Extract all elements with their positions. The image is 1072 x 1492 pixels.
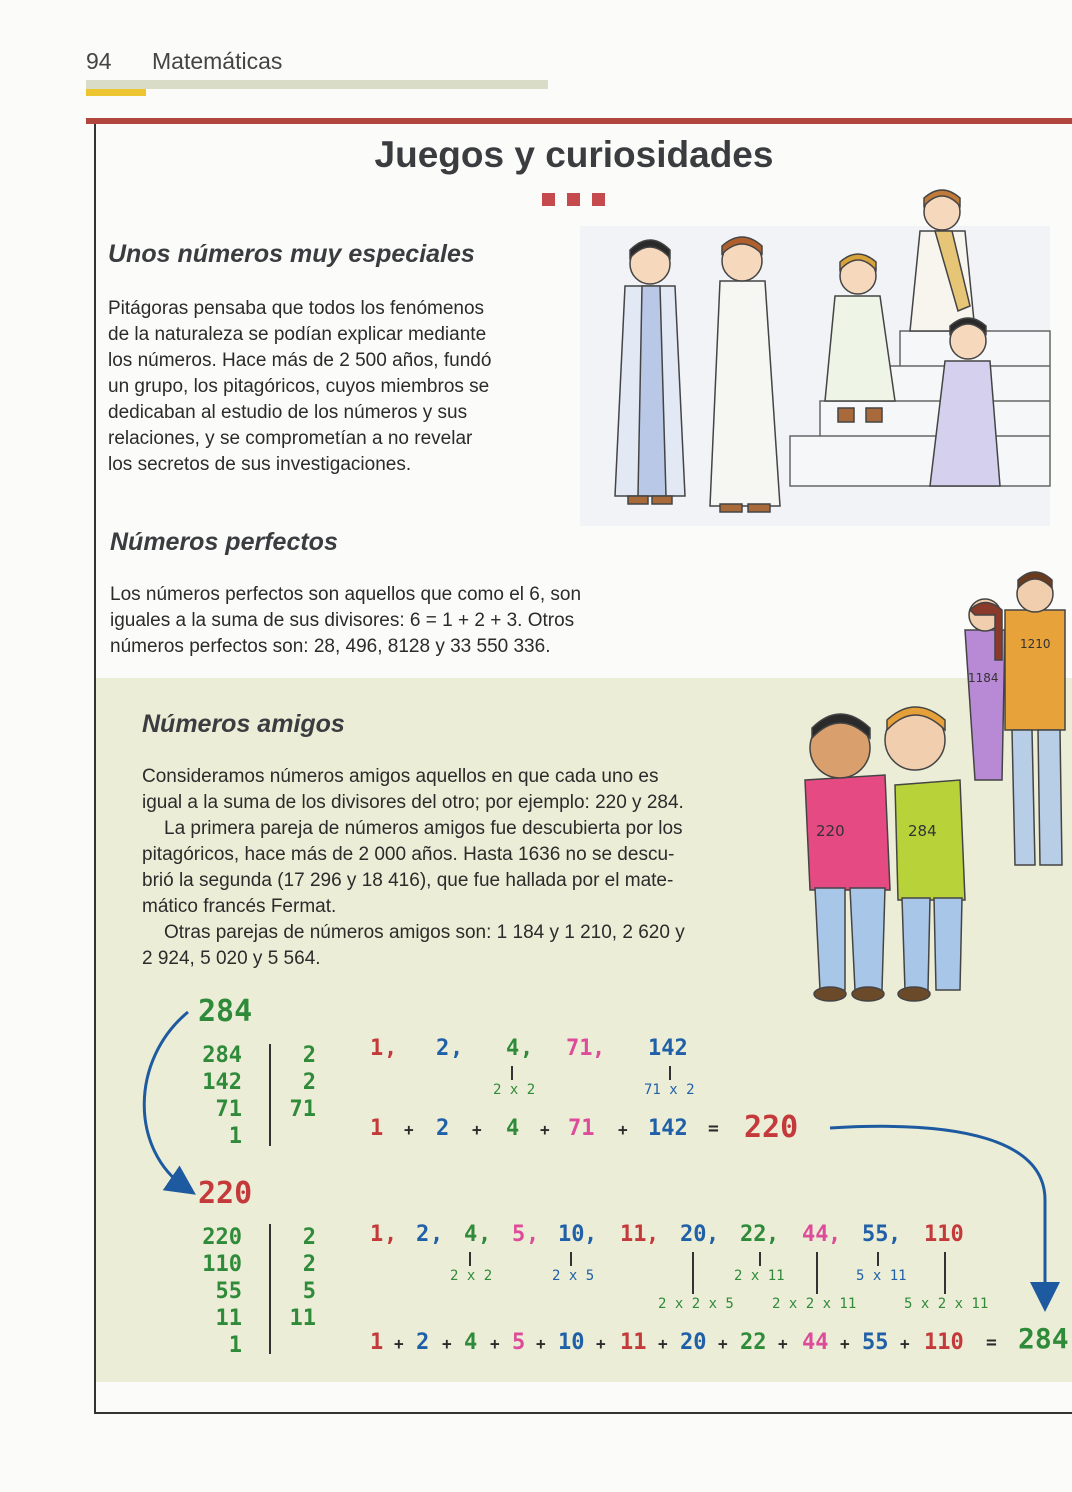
division-left-col-b	[200, 1224, 242, 1359]
shirt-label-1184: 1184	[968, 671, 999, 685]
sum-term: 110	[924, 1330, 964, 1355]
sum-term: 22	[740, 1330, 767, 1355]
divisor: 20	[680, 1222, 707, 1247]
sum-term: 11	[620, 1330, 647, 1355]
factor-tick	[669, 1066, 671, 1080]
shirt-label-284: 284	[908, 822, 937, 840]
factor-note: 2 x 2	[450, 1268, 493, 1284]
text-line: relaciones, y se comprometían a no revelar	[108, 428, 473, 449]
division-factor: 71	[289, 1097, 316, 1122]
page-title: Juegos y curiosidades	[374, 134, 774, 175]
comma: ,	[384, 1036, 398, 1061]
comma: ,	[384, 1222, 398, 1247]
division-value: 11	[215, 1306, 242, 1331]
division-value: 1	[228, 1333, 242, 1358]
comma: ,	[450, 1036, 464, 1061]
divisor: 142	[648, 1036, 688, 1061]
plus-sign: +	[472, 1120, 482, 1139]
text-line: mático francés Fermat.	[142, 896, 337, 917]
plus-sign: +	[718, 1334, 728, 1353]
number-220-heading: 220	[198, 1176, 253, 1211]
shirt-label-220: 220	[816, 822, 845, 840]
sum-term: 5	[512, 1330, 526, 1355]
text-line: igual a la suma de los divisores del otro; por ejemplo: 220 y 284.	[142, 792, 684, 813]
sum-row-a	[370, 1110, 830, 1148]
division-factor: 5	[302, 1279, 316, 1304]
factor-note: 2 x 2 x 5	[658, 1296, 734, 1312]
number-284-heading: 284	[198, 994, 253, 1029]
comma: ,	[592, 1036, 606, 1061]
plus-sign: +	[900, 1334, 910, 1353]
comma: ,	[520, 1036, 534, 1061]
factor-tick	[816, 1252, 818, 1294]
sum-term: 1	[370, 1116, 384, 1141]
plus-sign: +	[658, 1334, 668, 1353]
factor-note: 2 x 2	[493, 1082, 536, 1098]
sum-term: 1	[370, 1330, 384, 1355]
divisor: 4	[464, 1222, 478, 1247]
factor-tick	[877, 1252, 879, 1266]
text-line: Pitágoras pensaba que todos los fenómenos	[108, 298, 485, 319]
plus-sign: +	[394, 1334, 404, 1353]
sum-term: 2	[416, 1330, 430, 1355]
divisors-row-a	[370, 1036, 730, 1066]
division-factor: 2	[302, 1043, 316, 1068]
text-line: Otras parejas de números amigos son: 1 184 y 1 210, 2 620 y	[164, 922, 685, 943]
factor-tick	[759, 1252, 761, 1266]
division-value: 110	[202, 1252, 242, 1277]
divisor: 2	[416, 1222, 430, 1247]
divisor: 4	[506, 1036, 520, 1061]
text-line: La primera pareja de números amigos fue descubierta por los	[164, 818, 683, 839]
division-value: 284	[202, 1043, 242, 1068]
plus-sign: +	[840, 1334, 850, 1353]
sum-term: 4	[464, 1330, 478, 1355]
sum-term: 2	[436, 1116, 450, 1141]
text-line: iguales a la suma de sus divisores: 6 = 1 + 2 + 3. Otros	[110, 610, 575, 631]
sum-term: 20	[680, 1330, 707, 1355]
division-value: 1	[228, 1124, 242, 1149]
sum-term: 10	[558, 1330, 585, 1355]
text-line: de la naturaleza se podían explicar mediante	[108, 324, 487, 345]
equals-sign: =	[986, 1332, 997, 1353]
text-line: los secretos de sus investigaciones.	[108, 454, 412, 475]
page-number: 94	[86, 48, 112, 74]
text-line: Consideramos números amigos aquellos en que cada uno es	[142, 766, 659, 787]
divisors-row-b	[370, 1222, 990, 1252]
divisor: 11	[620, 1222, 647, 1247]
divisor: 1	[370, 1036, 384, 1061]
subject-title: Matemáticas	[152, 48, 283, 74]
text-line: pitagóricos, hace más de 2 000 años. Hasta 1636 no se descu-	[142, 844, 675, 865]
sum-term: 142	[648, 1116, 688, 1141]
divisor: 110	[924, 1222, 964, 1247]
divisor: 55	[862, 1222, 889, 1247]
section-heading-perfect: Números perfectos	[110, 528, 338, 556]
factor-tick	[570, 1252, 572, 1266]
divisor: 1	[370, 1222, 384, 1247]
sum-row-b	[370, 1322, 1072, 1364]
comma: ,	[766, 1222, 780, 1247]
sum-term: 71	[568, 1116, 595, 1141]
divisor: 71	[566, 1036, 593, 1061]
comma: ,	[646, 1222, 660, 1247]
text-line: 2 924, 5 020 y 5 564.	[142, 948, 321, 969]
division-value: 142	[202, 1070, 242, 1095]
division-value: 71	[215, 1097, 242, 1122]
division-factor: 2	[302, 1070, 316, 1095]
shirt-label-1210: 1210	[1020, 637, 1051, 651]
plus-sign: +	[540, 1120, 550, 1139]
comma: ,	[478, 1222, 492, 1247]
factor-tick	[692, 1252, 694, 1294]
text-line: los números. Hace más de 2 500 años, fundó	[108, 350, 492, 371]
comma: ,	[888, 1222, 902, 1247]
sum-term: 44	[802, 1330, 829, 1355]
divisor: 2	[436, 1036, 450, 1061]
text-line: brió la segunda (17 296 y 18 416), que fue hallada por el mate-	[142, 870, 674, 891]
equals-sign: =	[708, 1118, 719, 1139]
factor-tick	[944, 1252, 946, 1294]
division-factor: 2	[302, 1252, 316, 1277]
section-heading-special: Unos números muy especiales	[108, 240, 475, 268]
division-factor: 2	[302, 1225, 316, 1250]
plus-sign: +	[404, 1120, 414, 1139]
factor-note: 2 x 5	[552, 1268, 595, 1284]
sum-term: 4	[506, 1116, 520, 1141]
factor-note: 5 x 11	[856, 1268, 907, 1284]
plus-sign: +	[618, 1120, 628, 1139]
division-right-col-b	[282, 1224, 316, 1332]
comma: ,	[706, 1222, 720, 1247]
comma: ,	[526, 1222, 540, 1247]
arrow-284-to-220	[144, 1012, 188, 1188]
sum-result-284: 284	[1018, 1322, 1069, 1355]
comma: ,	[584, 1222, 598, 1247]
factor-note: 2 x 2 x 11	[772, 1296, 857, 1312]
text-line: un grupo, los pitagóricos, cuyos miembros se	[108, 376, 490, 397]
division-left-col-a	[200, 1042, 242, 1150]
factor-tick	[469, 1252, 471, 1266]
factor-tick	[511, 1066, 513, 1080]
division-right-col-a	[282, 1042, 316, 1123]
divisor: 10	[558, 1222, 585, 1247]
plus-sign: +	[778, 1334, 788, 1353]
divisor: 44	[802, 1222, 829, 1247]
text-line: dedicaban al estudio de los números y sus	[108, 402, 468, 423]
division-value: 55	[215, 1279, 242, 1304]
section-heading-friendly: Números amigos	[142, 710, 345, 738]
factor-note: 5 x 2 x 11	[904, 1296, 989, 1312]
plus-sign: +	[536, 1334, 546, 1353]
comma: ,	[828, 1222, 842, 1247]
sum-result-220: 220	[744, 1110, 799, 1145]
divisor: 5	[512, 1222, 526, 1247]
sum-term: 55	[862, 1330, 889, 1355]
plus-sign: +	[442, 1334, 452, 1353]
text-line: Los números perfectos son aquellos que como el 6, son	[110, 584, 582, 605]
factor-note: 71 x 2	[644, 1082, 695, 1098]
division-value: 220	[202, 1225, 242, 1250]
factor-note: 2 x 11	[734, 1268, 785, 1284]
plus-sign: +	[596, 1334, 606, 1353]
comma: ,	[430, 1222, 444, 1247]
plus-sign: +	[490, 1334, 500, 1353]
divisor: 22	[740, 1222, 767, 1247]
text-line: números perfectos son: 28, 496, 8128 y 33 550 336.	[110, 636, 551, 657]
division-factor: 11	[289, 1306, 316, 1331]
